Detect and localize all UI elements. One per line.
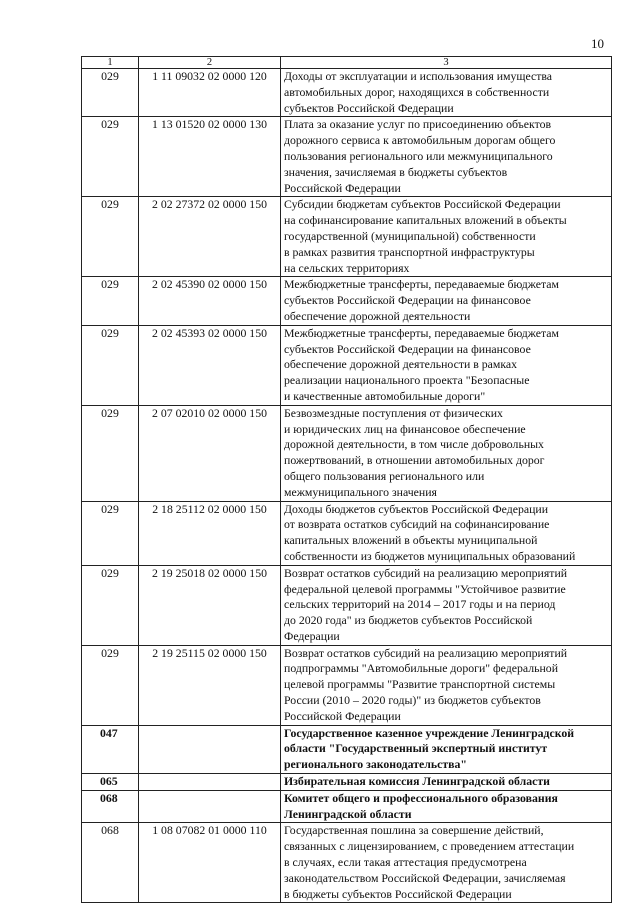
table-body (82, 57, 612, 903)
description-cell (281, 197, 612, 277)
description-cell (281, 823, 612, 903)
budget-code-cell: 2 07 02010 02 0000 150 (139, 405, 281, 501)
description-line: Межбюджетные трансферты, передаваемые бюджетам (284, 325, 560, 340)
admin-code-cell: 029 (82, 565, 139, 645)
admin-code-cell: 029 (82, 645, 139, 725)
budget-code-cell: 2 18 25112 02 0000 150 (139, 501, 281, 565)
budget-code-cell (139, 774, 281, 791)
budget-code-cell: 2 19 25018 02 0000 150 (139, 565, 281, 645)
admin-code-cell: 029 (82, 325, 139, 405)
description-line: общего пользования регионального или (284, 468, 485, 483)
description-cell (281, 645, 612, 725)
admin-code-cell: 029 (82, 69, 139, 117)
table-row (82, 501, 612, 565)
description-line: связанных с лицензированием, с проведением аттестации (284, 839, 575, 854)
description-line: Безвозмездные поступления от физических (284, 405, 503, 420)
description-line: обеспечение дорожной деятельности (284, 308, 471, 323)
description-line: собственности из бюджетов муниципальных образований (284, 548, 576, 563)
description-line: законодательством Российской Федерации, зачисляемая (284, 870, 566, 885)
description-line: до 2020 года" из бюджетов субъектов Российской (284, 613, 533, 628)
description-cell (281, 774, 612, 791)
description-line: дорожного сервиса к автомобильным дорогам общего (284, 133, 556, 148)
admin-code-cell: 068 (82, 823, 139, 903)
description-line: Возврат остатков субсидий на реализацию мероприятий (284, 645, 568, 660)
table-row (82, 823, 612, 903)
description-cell (281, 277, 612, 325)
table-row (82, 790, 612, 823)
description-line: капитальных вложений в объекты муниципальной (284, 533, 538, 548)
admin-code-cell: 065 (82, 774, 139, 791)
budget-code-cell: 1 08 07082 01 0000 110 (139, 823, 281, 903)
description-cell (281, 565, 612, 645)
description-cell (281, 325, 612, 405)
description-line: Межбюджетные трансферты, передаваемые бюджетам (284, 277, 560, 292)
table-row (82, 325, 612, 405)
budget-code-cell (139, 790, 281, 823)
admin-code-cell: 029 (82, 277, 139, 325)
table-header-row (82, 57, 612, 69)
description-line: субъектов Российской Федерации на финансовое (284, 293, 531, 308)
description-line: Российской Федерации (284, 708, 401, 723)
description-line: Федерации (284, 628, 340, 643)
admin-code-cell: 047 (82, 725, 139, 773)
description-line: целевой программы "Развитие транспортной системы (284, 677, 556, 692)
description-line: пользования регионального или межмуниципального (284, 148, 553, 163)
description-line: дорожной деятельности, в том числе добровольных (284, 437, 544, 452)
description-line: в бюджеты субъектов Российской Федерации (284, 886, 512, 901)
description-line: Субсидии бюджетам субъектов Российской Федерации (284, 197, 561, 212)
budget-code-cell (139, 725, 281, 773)
description-line: пожертвований, в отношении автомобильных дорог (284, 453, 545, 468)
page-number: 10 (591, 36, 604, 51)
description-line: значения, зачисляемая в бюджеты субъектов (284, 164, 508, 179)
table-row (82, 69, 612, 117)
description-line: обеспечение дорожной деятельности в рамках (284, 357, 518, 372)
budget-code-cell: 2 02 45393 02 0000 150 (139, 325, 281, 405)
description-line: сельских территорий на 2014 – 2017 годы и на период (284, 597, 556, 612)
description-cell (281, 405, 612, 501)
description-line: и юридических лиц на финансовое обеспечение (284, 421, 526, 436)
description-line: Избирательная комиссия Ленинградской области (284, 774, 550, 789)
description-line: Возврат остатков субсидий на реализацию мероприятий (284, 565, 568, 580)
description-line: на софинансирование капитальных вложений в объекты (284, 213, 567, 228)
description-line: в рамках развития транспортной инфраструктуры (284, 244, 535, 259)
budget-code-cell: 2 02 27372 02 0000 150 (139, 197, 281, 277)
description-line: регионального законодательства" (284, 757, 467, 772)
description-line: Доходы бюджетов субъектов Российской Федерации (284, 501, 549, 516)
table-row (82, 117, 612, 197)
budget-code-cell: 2 19 25115 02 0000 150 (139, 645, 281, 725)
description-line: России (2010 – 2020 годы)" из бюджетов субъектов (284, 693, 541, 708)
description-line: от возврата остатков субсидий на софинансирование (284, 517, 550, 532)
description-line: Доходы от эксплуатации и использования имущества (284, 69, 553, 83)
description-line: на сельских территориях (284, 260, 410, 275)
description-line: подпрограммы "Автомобильные дороги" федеральной (284, 661, 559, 676)
description-line: автомобильных дорог, находящихся в собственности (284, 84, 550, 99)
admin-code-cell: 029 (82, 197, 139, 277)
description-line: области "Государственный экспертный институт (284, 741, 548, 756)
description-line: Ленинградской области (284, 806, 412, 821)
description-line: государственной (муниципальной) собственности (284, 228, 536, 243)
budget-code-cell: 1 11 09032 02 0000 120 (139, 69, 281, 117)
description-cell (281, 117, 612, 197)
description-line: и качественные автомобильные дороги" (284, 388, 486, 403)
description-line: субъектов Российской Федерации (284, 100, 454, 115)
table-row (82, 277, 612, 325)
description-line: реализации национального проекта "Безопасные (284, 373, 530, 388)
admin-code-cell: 029 (82, 405, 139, 501)
table-row (82, 405, 612, 501)
header-col-3: 3 (281, 57, 612, 69)
description-cell (281, 501, 612, 565)
table-row (82, 774, 612, 791)
description-line: субъектов Российской Федерации на финансовое (284, 341, 531, 356)
admin-code-cell: 029 (82, 501, 139, 565)
description-line: в случаях, если такая аттестация предусмотрена (284, 855, 527, 870)
header-col-2: 2 (139, 57, 281, 69)
description-line: межмуниципального значения (284, 484, 437, 499)
table-row (82, 565, 612, 645)
description-line: Комитет общего и профессионального образования (284, 790, 558, 805)
table-row (82, 645, 612, 725)
admin-code-cell: 029 (82, 117, 139, 197)
description-cell (281, 725, 612, 773)
description-cell (281, 69, 612, 117)
budget-code-cell: 1 13 01520 02 0000 130 (139, 117, 281, 197)
admin-code-cell: 068 (82, 790, 139, 823)
description-line: Государственная пошлина за совершение действий, (284, 823, 544, 838)
description-cell (281, 790, 612, 823)
description-line: Государственное казенное учреждение Ленинградской (284, 725, 575, 740)
table-row (82, 725, 612, 773)
budget-classification-table (81, 56, 612, 903)
description-line: Российской Федерации (284, 180, 401, 195)
header-col-1: 1 (82, 57, 139, 69)
description-line: Плата за оказание услуг по присоединению объектов (284, 117, 552, 132)
description-line: федеральной целевой программы "Устойчивое развитие (284, 581, 566, 596)
budget-code-cell: 2 02 45390 02 0000 150 (139, 277, 281, 325)
table-row (82, 197, 612, 277)
